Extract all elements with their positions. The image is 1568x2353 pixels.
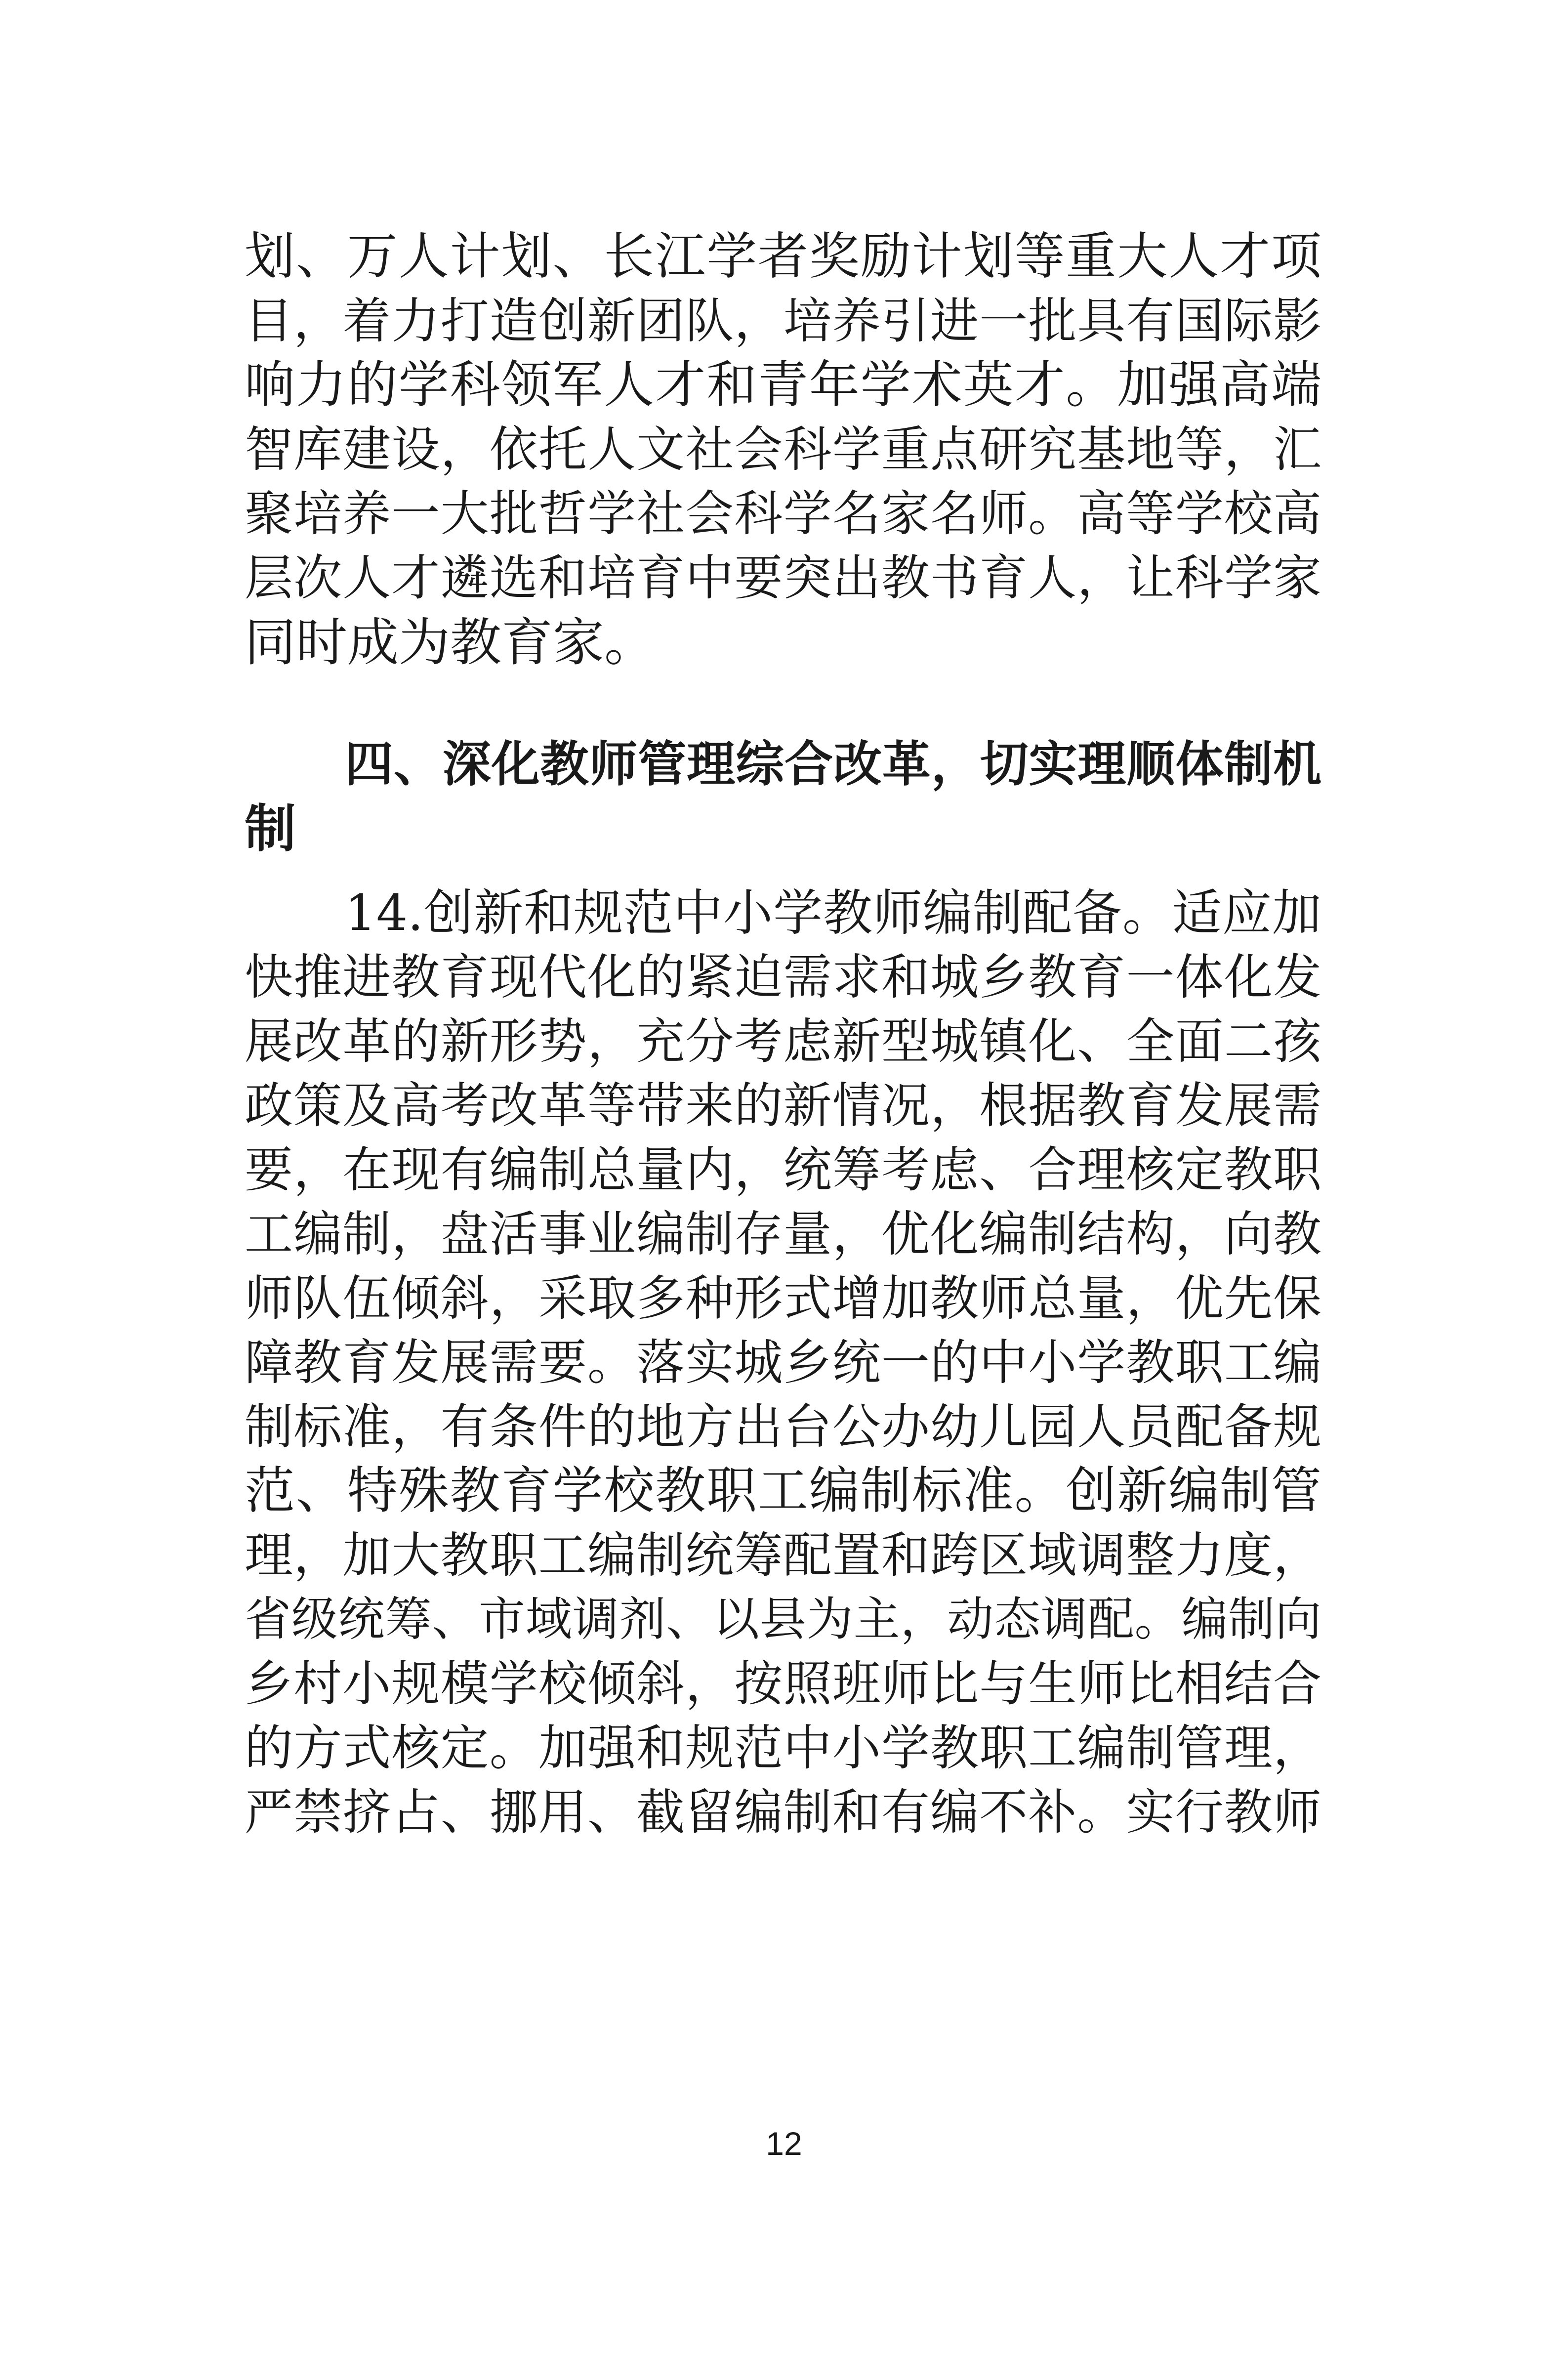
text-line: 目，着力打造创新团队，培养引进一批具有国际影 (245, 293, 1321, 349)
text-line: 理，加大教职工编制统筹配置和跨区域调整力度， (245, 1527, 1321, 1584)
text-line: 省级统筹、市域调剂、以县为主，动态调配。编制向 (245, 1593, 1321, 1646)
text-line: 要，在现有编制总量内，统筹考虑、合理核定教职 (245, 1142, 1321, 1198)
text-line: 展改革的新形势，充分考虑新型城镇化、全面二孩 (245, 1013, 1321, 1070)
text-line: 层次人才遴选和培育中要突出教书育人，让科学家 (245, 550, 1321, 606)
text-line: 范、特殊教育学校教职工编制标准。创新编制管 (245, 1462, 1321, 1520)
text-line: 乡村小规模学校倾斜，按照班师比与生师比相结合 (245, 1656, 1321, 1712)
text-line: 制标准，有条件的地方出台公办幼儿园人员配备规 (245, 1399, 1321, 1455)
text-line: 划、万人计划、长江学者奖励计划等重大人才项 (245, 227, 1321, 286)
text-line: 快推进教育现代化的紧迫需求和城乡教育一体化发 (245, 949, 1321, 1006)
text-line: 工编制，盘活事业编制存量，优化编制结构，向教 (245, 1206, 1321, 1262)
section-heading-continued: 制 (245, 798, 296, 859)
page-number: 12 (766, 2125, 802, 2162)
text-line: 响力的学科领军人才和青年学术英才。加强高端 (245, 356, 1321, 415)
text-line: 的方式核定。加强和规范中小学教职工编制管理， (245, 1720, 1321, 1776)
text-line: 师队伍倾斜，采取多种形式增加教师总量，优先保 (245, 1270, 1321, 1327)
text-line: 政策及高考改革等带来的新情况，根据教育发展需 (245, 1078, 1321, 1134)
text-line: 严禁挤占、挪用、截留编制和有编不补。实行教师 (245, 1784, 1321, 1841)
paragraph-14-first-line: 14.创新和规范中小学教师编制配备。适应加 (345, 884, 1321, 942)
section-heading: 四、深化教师管理综合改革，切实理顺体制机 (345, 736, 1321, 793)
text-line: 障教育发展需要。落实城乡统一的中小学教职工编 (245, 1335, 1321, 1391)
text-line: 同时成为教育家。 (245, 612, 656, 672)
text-line: 聚培养一大批哲学社会科学名家名师。高等学校高 (245, 486, 1321, 542)
text-line: 智库建设，依托人文社会科学重点研究基地等，汇 (245, 421, 1321, 478)
